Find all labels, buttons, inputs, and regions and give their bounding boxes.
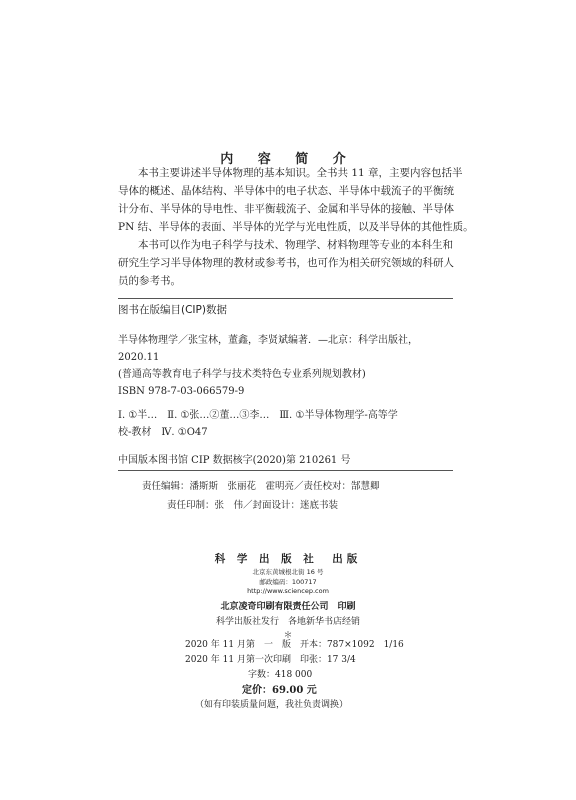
cip-bottom-rule [118, 470, 453, 471]
publisher-address: 北京东黄城根北街 16 号 [252, 568, 324, 576]
cip-line: ISBN 978-7-03-066579-9 [118, 386, 245, 397]
cip-line: 校-教材 Ⅳ. ①O47 [118, 427, 208, 438]
cip-line: Ⅰ. ①半… Ⅱ. ①张…②董…③李… Ⅲ. ①半导体物理学-高等学 [118, 410, 398, 421]
print-credits: 责任印制：张 伟／封面设计：迷底书装 [167, 500, 339, 511]
summary-line: 员的参考书。 [118, 275, 181, 287]
price: 定价：69.00 元 [242, 685, 317, 696]
cip-number: 中国版本图书馆 CIP 数据核字(2020)第 210261 号 [118, 455, 351, 466]
printing-line: 2020 年 11 月第一次印刷 印张：17 3/4 [185, 655, 356, 665]
publisher-website: http://www.sciencep.com [247, 587, 329, 595]
distribution: 科学出版社发行 各地新华书店经销 [215, 617, 360, 627]
publisher-name: 科 学 出 版 社 出版 [214, 553, 362, 565]
cip-line: 半导体物理学／张宝林，董鑫，李贤斌编著．—北京：科学出版社， [118, 335, 418, 346]
editor-credits: 责任编辑：潘斯斯 张丽花 霍明亮／责任校对：郜慧卿 [142, 481, 380, 492]
summary-line: 导体的概述、晶体结构、半导体中的电子状态、半导体中载流子的平衡统 [118, 185, 454, 197]
word-count: 字数：418 000 [248, 670, 313, 680]
cip-top-rule [118, 298, 453, 299]
cip-line: 2020.11 [118, 352, 160, 363]
quality-note: （如有印装质量问题，我社负责调换） [195, 700, 349, 710]
printer-name: 北京凌奇印刷有限责任公司 印刷 [220, 602, 356, 612]
cip-heading: 图书在版编目(CIP)数据 [118, 304, 227, 316]
summary-line: PN 结、半导体的表面、半导体的光学与光电性质，以及半导体的其他性质。 [118, 221, 474, 233]
edition-line: 2020 年 11 月第 一 版 开本：787×1092 1/16 [185, 640, 404, 650]
summary-line: 计分布、半导体的导电性、非平衡载流子、金属和半导体的接触、半导体 [118, 203, 454, 215]
summary-line: 本书主要讲述半导体物理的基本知识。全书共 11 章，主要内容包括半 [138, 167, 463, 179]
summary-line: 本书可以作为电子科学与技术、物理学、材料物理等专业的本科生和 [138, 239, 453, 251]
content-summary-heading: 内 容 简 介 [220, 152, 356, 167]
summary-line: 研究生学习半导体物理的教材或参考书，也可作为相关研究领域的科研人 [118, 257, 454, 269]
publisher-postcode: 邮政编码：100717 [259, 578, 317, 586]
separator-star: ＊ [283, 631, 293, 641]
cip-line: (普通高等教育电子科学与技术类特色专业系列规划教材) [118, 369, 366, 380]
